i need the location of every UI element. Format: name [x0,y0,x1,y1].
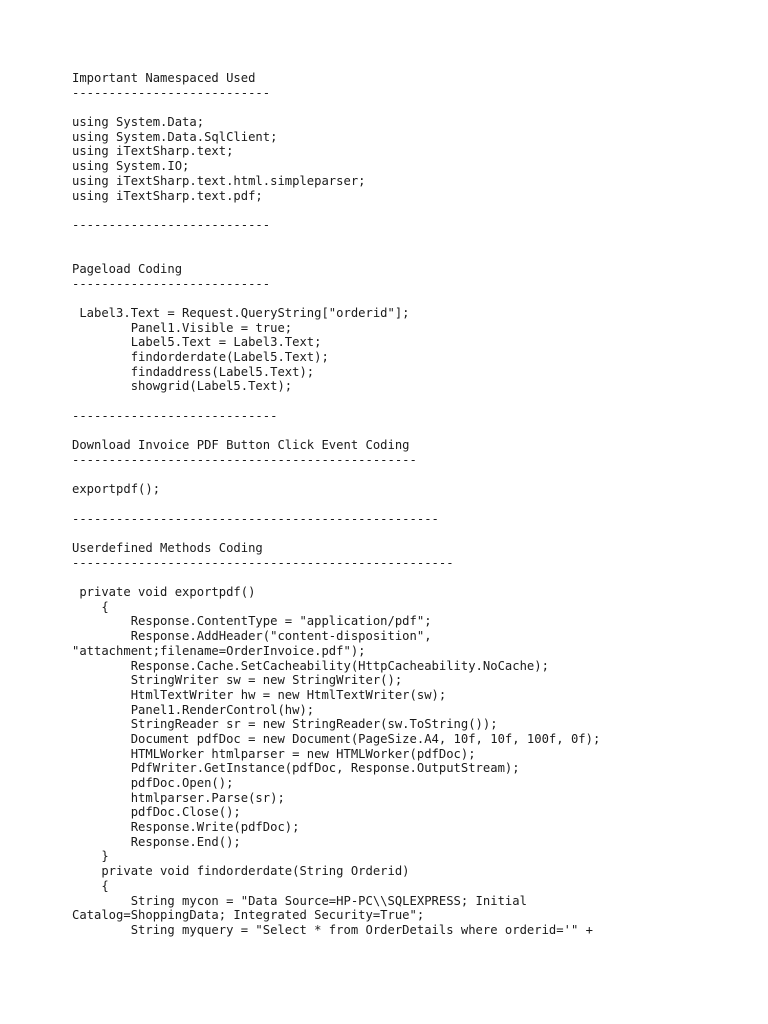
doc-line: PdfWriter.GetInstance(pdfDoc, Response.OutputStream); [72,761,520,776]
doc-line: --------------------------- [72,85,271,100]
doc-line: Response.End(); [72,834,241,849]
doc-line: Document pdfDoc = new Document(PageSize.A4, 10f, 10f, 100f, 0f); [72,731,601,746]
doc-line: using iTextSharp.text.html.simpleparser; [72,173,366,188]
doc-line: pdfDoc.Close(); [72,805,241,820]
doc-line [72,424,752,439]
doc-line: using System.IO; [72,159,190,174]
doc-line [72,570,752,585]
doc-line: Response.ContentType = "application/pdf"; [72,614,432,629]
doc-line: using iTextSharp.text.pdf; [72,188,263,203]
doc-line: Pageload Coding [72,261,183,276]
doc-line: Response.Write(pdfDoc); [72,820,300,835]
doc-line: showgrid(Label5.Text); [72,379,293,394]
doc-line: { [72,878,109,893]
doc-line: Label3.Text = Request.QueryString["orderid"]; [72,306,410,320]
doc-line [72,394,752,409]
doc-line [72,497,752,512]
doc-line: htmlparser.Parse(sr); [72,790,285,805]
doc-line [72,233,752,248]
doc-line: HTMLWorker htmlparser = new HTMLWorker(pdfDoc); [72,746,476,761]
doc-line: StringWriter sw = new StringWriter(); [72,673,403,688]
doc-line: "attachment;filename=OrderInvoice.pdf"); [72,643,366,658]
doc-line: { [72,599,109,614]
doc-line: Response.Cache.SetCacheability(HttpCacheability.NoCache); [72,658,549,673]
doc-line: ----------------------------------------------- [72,452,417,467]
doc-line: Panel1.RenderControl(hw); [72,702,315,717]
doc-line [72,100,752,115]
doc-line: ---------------------------------------------------- [72,555,454,570]
doc-line: } [72,849,109,864]
doc-line: pdfDoc.Open(); [72,776,234,790]
doc-line: private void exportpdf() [72,585,256,600]
doc-line: Important Namespaced Used [72,71,256,85]
doc-line: --------------------------- [72,217,271,232]
doc-line [72,291,752,306]
doc-line: findorderdate(Label5.Text); [72,350,329,365]
doc-line: findaddress(Label5.Text); [72,364,315,379]
doc-line: Response.AddHeader("content-disposition", [72,629,432,644]
doc-line [72,247,752,262]
doc-line: using iTextSharp.text; [72,144,234,159]
document-page [72,71,752,938]
doc-line: -------------------------------------------------- [72,511,439,526]
doc-line: ---------------------------- [72,408,278,423]
doc-line: exportpdf(); [72,482,161,497]
doc-line: String myquery = "Select * from OrderDetails where orderid='" + [72,922,593,937]
doc-line: Catalog=ShoppingData; Integrated Security=True"; [72,908,425,923]
doc-line [72,468,752,483]
doc-line: HtmlTextWriter hw = new HtmlTextWriter(sw); [72,687,447,702]
doc-line: Userdefined Methods Coding [72,541,263,555]
doc-line [72,203,752,218]
doc-line: using System.Data; [72,115,205,130]
doc-line: Panel1.Visible = true; [72,320,293,335]
doc-line: String mycon = "Data Source=HP-PC\\SQLEXPRESS; Initial [72,893,527,908]
doc-line: StringReader sr = new StringReader(sw.ToString()); [72,717,498,732]
doc-line: private void findorderdate(String Orderid) [72,864,410,879]
doc-line: using System.Data.SqlClient; [72,129,278,144]
doc-line: Download Invoice PDF Button Click Event Coding [72,438,410,453]
doc-line [72,526,752,541]
doc-line: Label5.Text = Label3.Text; [72,335,322,350]
doc-line: --------------------------- [72,276,271,291]
